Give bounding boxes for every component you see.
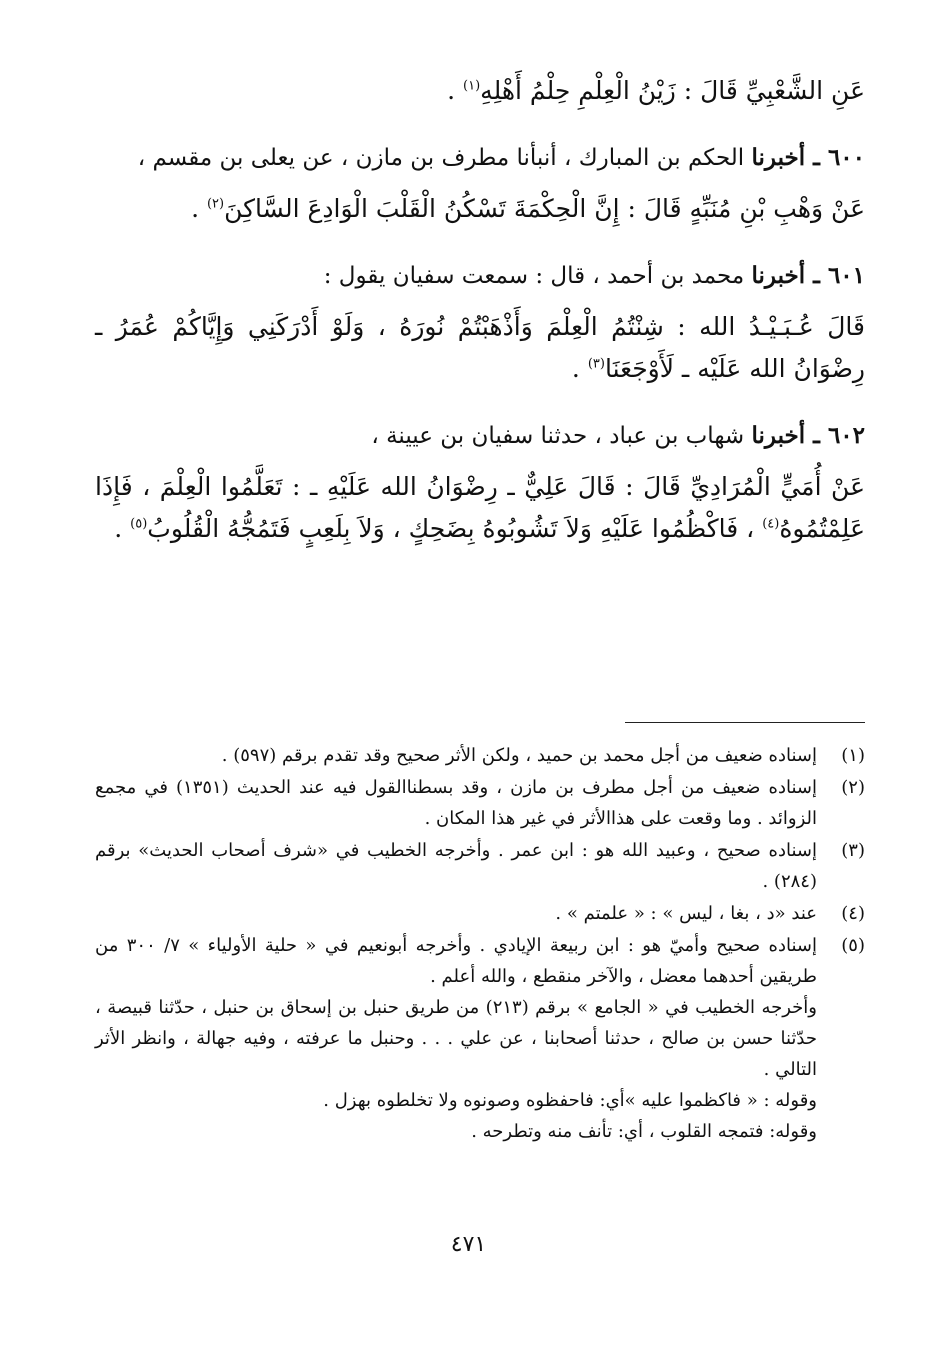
athar-text — [95, 306, 865, 390]
athar-text — [95, 70, 865, 112]
isnad-lead: أخبرنا — [751, 262, 806, 289]
footnote-4 — [95, 898, 865, 929]
isnad-601 — [95, 256, 865, 296]
footnote-ref[interactable]: (٢) — [206, 196, 225, 212]
isnad-chain: شهاب بن عباد ، حدثنا سفيان بن عيينة ، — [371, 423, 752, 449]
footnote-ref[interactable]: (٤) — [762, 516, 780, 532]
athar-tail: . — [447, 76, 464, 105]
footnote-line: إسناده ضعيف من أجل مطرف بن مازن ، وقد بسطناالقول فيه عند الحديث (١٣٥١) في مجمع الزوائد . وما وقعت على هذاالأثر في غير هذا المكان . — [95, 777, 817, 829]
isnad-chain: الحكم بن المبارك ، أنبأنا مطرف بن مازن ، عن يعلى بن مقسم ، — [137, 145, 752, 171]
footnote-text — [95, 772, 817, 834]
footnote-line: إسناده صحيح ، وعبيد الله هو : ابن عمر . وأخرجه الخطيب في «شرف أصحاب الحديث» برقم (٢٨٤) . — [95, 840, 817, 892]
footnote-5 — [95, 930, 865, 1147]
isnad-602 — [95, 416, 865, 456]
footnotes — [95, 740, 865, 1148]
footnote-separator — [625, 722, 865, 723]
footnote-ref[interactable]: (٥) — [130, 516, 148, 532]
hadith-number: ٦٠٠ ـ — [805, 144, 865, 171]
page-number: ٤٧١ — [450, 1232, 487, 1257]
athar-text — [95, 466, 865, 550]
footnote-ref[interactable]: (٣) — [587, 356, 605, 372]
hadith-number: ٦٠١ ـ — [805, 262, 865, 289]
footnote-line: وقوله: فتمجه القلوب ، أي: تأنف منه وتطرحه . — [471, 1121, 817, 1142]
athar-content: قَالَ عُـبَـيْـدُ الله : شِنْتُمُ الْعِلْمَ وَأَذْهَبْتُمْ نُورَهُ ، وَلَوْ أَدْرَكَنِي وَإِيَّاكُمْ عُمَرُ ـ رِضْوَانُ الله عَلَيْه ـ لَأَوْجَعَنَا — [95, 312, 865, 383]
athar-content: عَنْ أُمَيٍّ الْمُرَادِيِّ قَالَ : قَالَ عَلِيٌّ ـ رِضْوَانُ الله عَلَيْهِ ـ : تَعَلَّمُوا الْعِلْمَ ، فَإِذَا عَلِمْتُمُوهُ — [95, 472, 865, 543]
footnote-1 — [95, 740, 865, 771]
isnad-lead: أخبرنا — [751, 422, 806, 449]
footnote-number: (٤) — [841, 903, 865, 924]
footnote-line: وأخرجه الخطيب في « الجامع » برقم (٢١٣) من طريق حنبل بن إسحاق بن حنبل ، حدّثنا قبيصة ، حدّثنا حسن بن صالح ، حدثنا أصحابنا ، عن علي . . . وحنبل ما عرفته ، وفيه جهالة ، وانظر الأثر التالي . — [95, 997, 817, 1080]
footnote-ref[interactable]: (١) — [463, 78, 481, 94]
footnote-text — [95, 930, 817, 1147]
athar-tail: . — [114, 514, 131, 543]
footnote-line: إسناده صحيح وأميّ هو : ابن ربيعة الإيادي . وأخرجه أبونعيم في « حلية الأولياء » ٧/ ٣٠٠ من طريقين أحدهما معضل ، والآخر منقطع ، والله أعلم . — [95, 935, 817, 987]
footnote-number: (٢) — [841, 777, 865, 798]
athar-content: عَنْ وَهْبِ بْنِ مُنَبِّهٍ قَالَ : إِنَّ الْحِكْمَةَ تَسْكُنُ الْقَلْبَ الْوَادِعَ السَّاكِنَ — [224, 194, 865, 223]
main-text — [95, 70, 865, 576]
footnote-2 — [95, 772, 865, 834]
athar-content: ، فَاكْظُمُوا عَلَيْهِ وَلاَ تَشُوبُوهُ بِضَحِكٍ ، وَلاَ بِلَعِبٍ فَتَمُجُّهُ الْقُلُوبُ — [147, 514, 763, 543]
isnad-lead: أخبرنا — [751, 144, 806, 171]
isnad-chain: محمد بن أحمد ، قال : سمعت سفيان يقول : — [323, 263, 752, 289]
footnote-text — [95, 835, 817, 897]
athar-text — [95, 188, 865, 230]
isnad-600 — [95, 138, 865, 178]
athar-tail: . — [571, 354, 588, 383]
footnote-line: وقوله : « فاكظموا عليه »أي: فاحفظوه وصونوه ولا تخلطوه بهزل . — [323, 1090, 817, 1111]
hadith-number: ٦٠٢ ـ — [805, 422, 865, 449]
athar-tail: . — [191, 194, 207, 223]
footnote-text — [95, 740, 817, 771]
footnote-number: (٣) — [841, 840, 865, 861]
footnote-number: (٥) — [841, 935, 865, 956]
footnote-line: عند «د ، بغا ، ليس » : « علمتم » . — [555, 903, 817, 924]
footnote-3 — [95, 835, 865, 897]
athar-content: عَنِ الشَّعْبِيِّ قَالَ : زَيْنُ الْعِلْمِ حِلْمُ أَهْلِهِ — [480, 76, 865, 105]
footnote-text — [95, 898, 817, 929]
footnote-line: إسناده ضعيف من أجل محمد بن حميد ، ولكن الأثر صحيح وقد تقدم برقم (٥٩٧) . — [221, 745, 817, 766]
footnote-number: (١) — [841, 745, 865, 766]
